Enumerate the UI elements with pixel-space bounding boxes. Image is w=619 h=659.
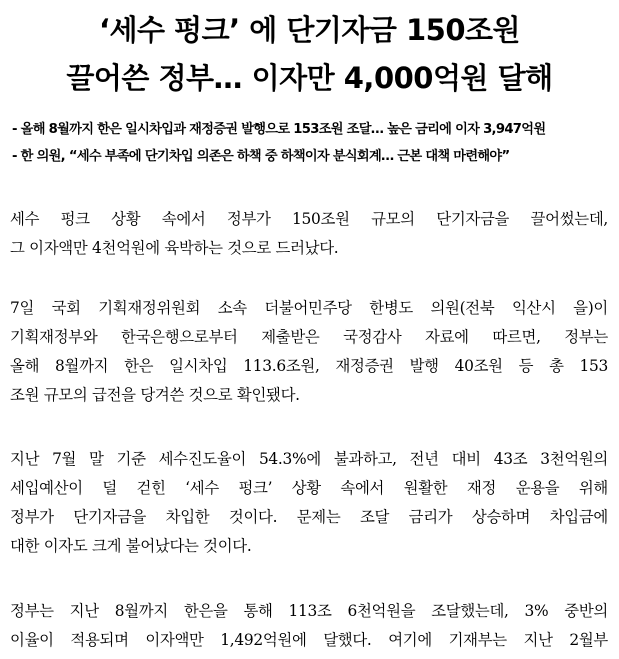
body-line: 올해 8월까지 한은 일시차입 113.6조원, 재정증권 발행 40조원 등 총 153: [10, 357, 608, 375]
headline-line-2: 끌어쓴 정부… 이자만 4,000억원 달해: [66, 61, 553, 95]
body-line: 세수 펑크 상황 속에서 정부가 150조원 규모의 단기자금을 끌어썼는데,: [10, 210, 608, 228]
body-line: 기획재정부와 한국은행으로부터 제출받은 국정감사 자료에 따르면, 정부는: [10, 328, 608, 346]
body-line: 조원 규모의 급전을 당겨쓴 것으로 확인됐다.: [10, 386, 300, 404]
headline-line-1: ‘세수 펑크’ 에 단기자금 150조원: [98, 13, 521, 47]
body-line: 정부가 단기자금을 차입한 것이다. 문제는 조달 금리가 상승하며 차입금에: [10, 508, 608, 526]
body-line: 이율이 적용되며 이자액만 1,492억원에 달했다. 여기에 기재부는 지난 2월부: [10, 631, 608, 649]
body-line: 세입예산이 덜 걷힌 ‘세수 펑크’ 상황 속에서 원활한 재정 운용을 위해: [10, 479, 608, 497]
body-line: 7일 국회 기획재정위원회 소속 더불어민주당 한병도 의원(전북 익산시 을)이: [10, 299, 608, 317]
body-line: 정부는 지난 8월까지 한은을 통해 113조 6천억원을 조달했는데, 3% 중반의: [10, 602, 608, 620]
body-line: 지난 7월 말 기준 세수진도율이 54.3%에 불과하고, 전년 대비 43조 3천억원의: [10, 450, 608, 468]
body-line: 그 이자액만 4천억원에 육박하는 것으로 드러났다.: [10, 239, 339, 257]
body-line: 대한 이자도 크게 불어났다는 것이다.: [10, 537, 252, 555]
subhead-1: - 올해 8월까지 한은 일시차입과 재정증권 발행으로 153조원 조달… 높은 금리에 이자 3,947억원: [12, 122, 546, 137]
subhead-2: - 한 의원, “세수 부족에 단기차입 의존은 하책 중 하책이자 분식회계… 근본 대책 마련해야”: [12, 149, 510, 164]
